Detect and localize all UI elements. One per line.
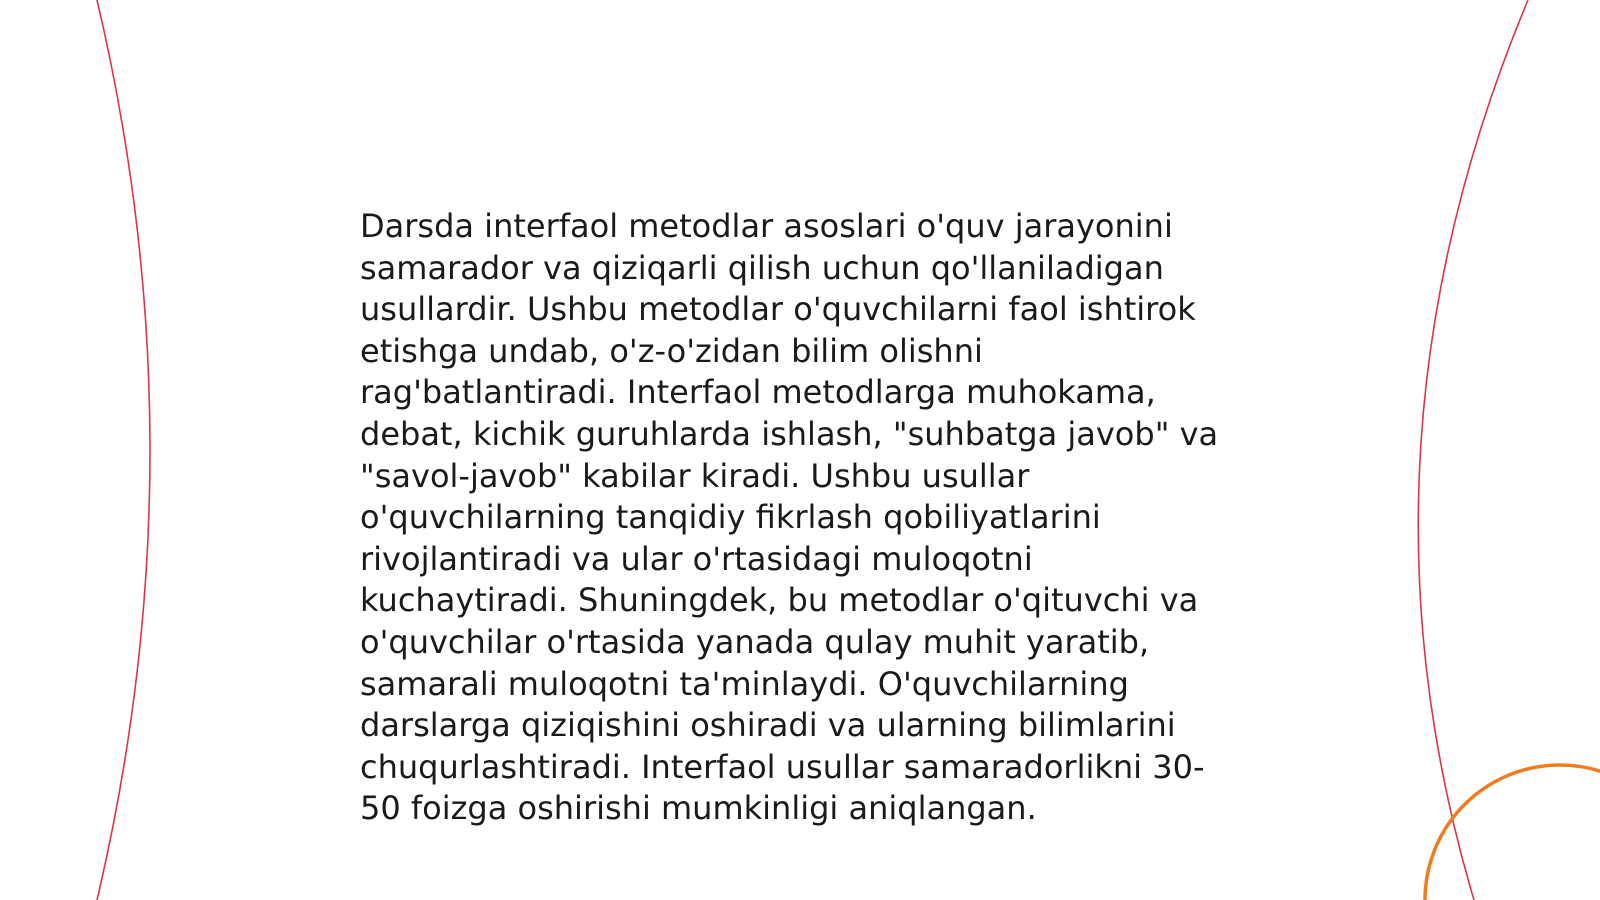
slide-paragraph: Darsda interfaol metodlar asoslari o'quv jarayonini samarador va qiziqarli qilish uchun qo'llaniladigan usullardir. Ushbu metodlar o'quvchilarni faol ishtirok etishga undab, o'z-o'zidan bilim olishni rag'batlantiradi. Interfaol metodlarga muhokama, debat, kichik guruhlarda ishlash, "suhbatga javob" va "savol-javob" kabilar kiradi. Ushbu usullar o'quvchilarning tanqidiy fikrlash qobiliyatlarini rivojlantiradi va ular o'rtasidagi muloqotni kuchaytiradi. Shuningdek, bu metodlar o'qituvchi va o'quvchilar o'rtasida yanada qulay muhit yaratib, samarali muloqotni ta'minlaydi. O'quvchilarning darslarga qiziqishini oshiradi va ularning bilimlarini chuqurlashtiradi. Interfaol usullar samaradorlikni 30- 50 foizga oshirishi mumkinligi aniqlangan. [360, 207, 1219, 828]
left-red-arc [97, 0, 150, 900]
right-red-arc [1418, 0, 1528, 900]
orange-circle-arc [1425, 765, 1600, 900]
